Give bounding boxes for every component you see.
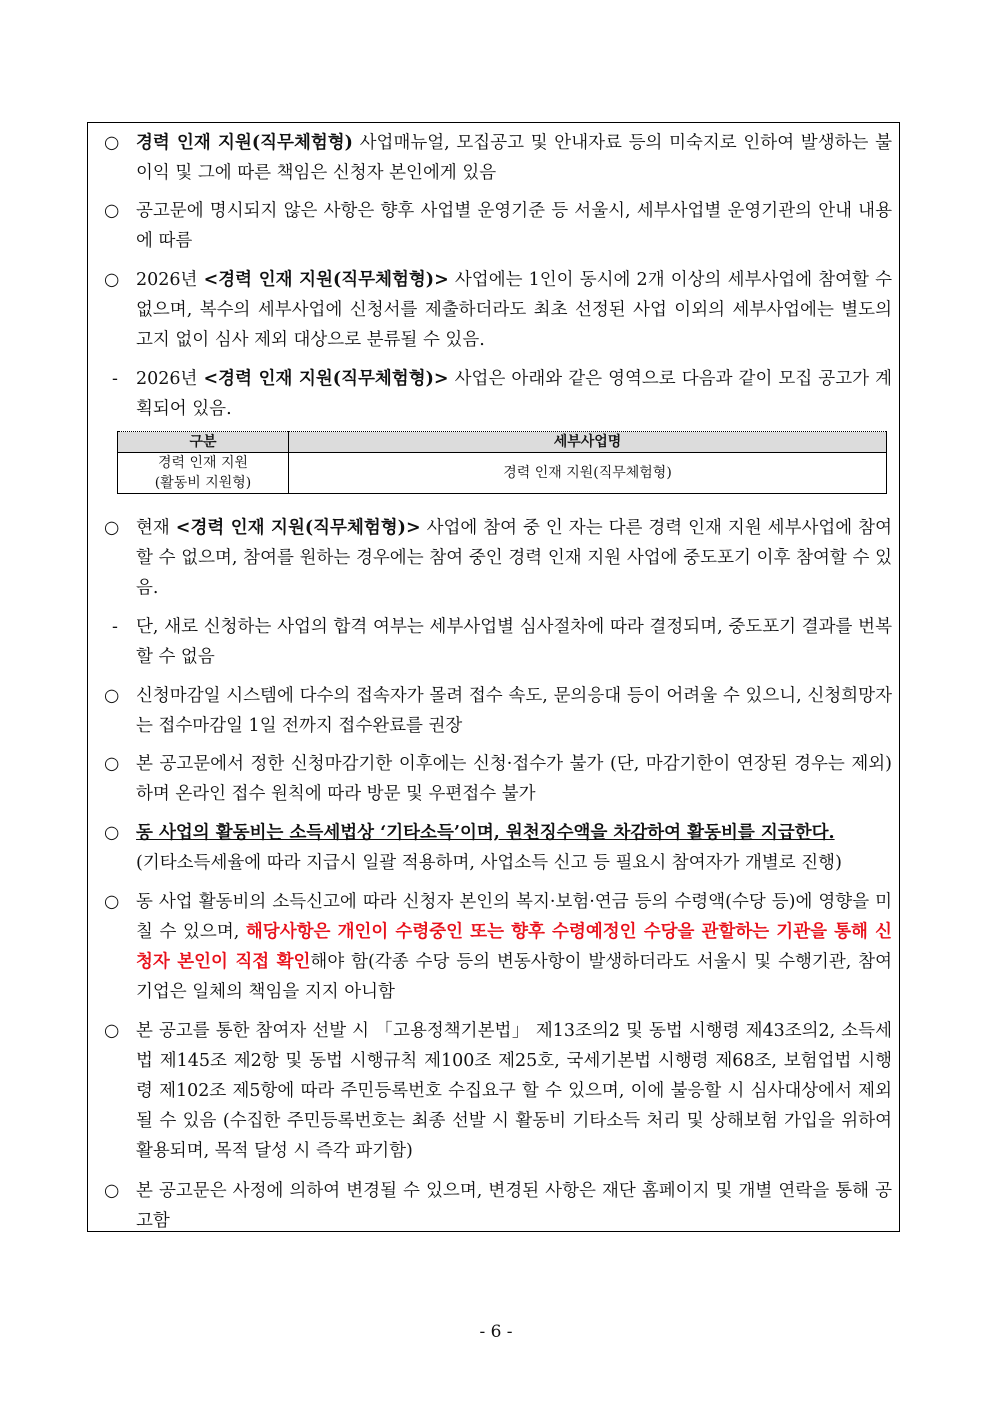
program-table bbox=[117, 431, 887, 494]
notice-item-resident-number bbox=[104, 1016, 892, 1166]
item-text: 단, 새로 신청하는 사업의 합격 여부는 세부사업별 심사절차에 따라 결정되며, 중도포기 결과를 번복할 수 없음 bbox=[136, 617, 892, 667]
dash-marker: - bbox=[112, 617, 118, 637]
item-text: 본 공고를 통한 참여자 선발 시 「고용정책기본법」 제13조의2 및 동법 시행령 제43조의2, 소득세법 제145조 제2항 및 동법 시행규칙 제100조 제25호, 국세기본법 시행령 제68조, 보험업법 시행령 제102조 제5항에 따라 주민등록번호 수집요구 할 수 있으며, 이에 불응할 시 심사대상에서 제외될 수 있음 (수집한 주민등록번호는 최종 선발 시 활동비 기타소득 처리 및 상해보험 가입을 위하여 활용되며, 목적 달성 시 즉각 파기함) bbox=[136, 1021, 892, 1161]
notice-subitem-result-irreversible bbox=[112, 612, 892, 672]
notice-item-income-report bbox=[104, 887, 892, 1007]
program-name: <경력 인재 지원(직무체험형)> bbox=[203, 369, 449, 389]
item-text: 사업매뉴얼, 모집공고 및 안내자료 등의 미숙지로 인하여 발생하는 불이익 및 그에 따른 책임은 신청자 본인에게 있음 bbox=[136, 133, 893, 183]
dash-marker: - bbox=[112, 369, 118, 389]
table-cell-program: 경력 인재 지원(직무체험형) bbox=[289, 453, 887, 494]
category-line: (활동비 지원형) bbox=[154, 475, 252, 491]
bullet-circle-icon: ○ bbox=[104, 270, 120, 290]
item-text-pre: 2026년 bbox=[136, 369, 204, 389]
item-text: 본 공고문에서 정한 신청마감기한 이후에는 신청·접수가 불가 (단, 마감기한이 연장된 경우는 제외)하며 온라인 접수 원칙에 따라 방문 및 우편접수 불가 bbox=[136, 754, 892, 804]
category-line: 경력 인재 지원 bbox=[157, 455, 249, 471]
item-text-pre: 동 사업 활동비의 소득신고에 따라 신청자 본인의 복지·보험·연금 등의 수령액(수당 등)에 영향을 미칠 수 있으며, bbox=[136, 892, 892, 942]
table-header-category: 구분 bbox=[118, 432, 289, 453]
notice-item-late-application bbox=[104, 749, 892, 809]
bullet-circle-icon: ○ bbox=[104, 823, 120, 843]
notice-item-duplicate-application bbox=[104, 265, 892, 355]
item-text: 본 공고문은 사정에 의하여 변경될 수 있으며, 변경된 사항은 재단 홈페이지 및 개별 연락을 통해 공고함 bbox=[136, 1181, 892, 1231]
table-cell-category bbox=[118, 453, 289, 494]
notice-item-current-participant bbox=[104, 513, 892, 603]
item-text: 사업은 아래와 같은 영역으로 다음과 같이 모집 공고가 계획되어 있음. bbox=[136, 369, 892, 419]
bullet-circle-icon: ○ bbox=[104, 133, 120, 153]
bullet-circle-icon: ○ bbox=[104, 1021, 120, 1041]
notice-item-activity-fee-tax bbox=[104, 818, 892, 878]
item-text-highlight: 해당사항은 개인이 수령중인 또는 향후 수령예정인 수당을 관할하는 기관을 통해 신청자 본인이 직접 확인 bbox=[136, 922, 892, 972]
bullet-circle-icon: ○ bbox=[104, 892, 120, 912]
item-text: 신청마감일 시스템에 다수의 접속자가 몰려 접수 속도, 문의응대 등이 어려울 수 있으니, 신청희망자는 접수마감일 1일 전까지 접수완료를 권장 bbox=[136, 686, 892, 736]
item-text: 공고문에 명시되지 않은 사항은 향후 사업별 운영기준 등 서울시, 세부사업별 운영기관의 안내 내용에 따름 bbox=[136, 201, 892, 251]
program-name: 경력 인재 지원(직무체험형) bbox=[136, 133, 353, 153]
bullet-circle-icon: ○ bbox=[104, 1181, 120, 1201]
notice-item-deadline-congestion bbox=[104, 681, 892, 741]
bullet-circle-icon: ○ bbox=[104, 754, 120, 774]
notice-item-change-notice bbox=[104, 1176, 892, 1236]
table-row bbox=[118, 453, 887, 494]
bullet-circle-icon: ○ bbox=[104, 686, 120, 706]
item-text: 사업에는 1인이 동시에 2개 이상의 세부사업에 참여할 수 없으며, 복수의 세부사업에 신청서를 제출하더라도 최초 선정된 사업 이외의 세부사업에는 별도의 고지 없이 심사 제외 대상으로 분류될 수 있음. bbox=[136, 270, 892, 350]
program-name: <경력 인재 지원(직무체험형)> bbox=[175, 518, 421, 538]
table-header-program: 세부사업명 bbox=[289, 432, 887, 453]
bullet-circle-icon: ○ bbox=[104, 201, 120, 221]
page-number: - 6 - bbox=[479, 1322, 513, 1342]
notice-item-unspecified-matters bbox=[104, 196, 892, 256]
item-text: 해야 함(각종 수당 등의 변동사항이 발생하더라도 서울시 및 수행기관, 참여기업은 일체의 책임을 지지 아니함 bbox=[136, 952, 892, 1002]
item-text-pre: 2026년 bbox=[136, 270, 204, 290]
bullet-circle-icon: ○ bbox=[104, 518, 120, 538]
notice-subitem-recruitment-plan bbox=[112, 364, 892, 424]
notice-item-manual-responsibility bbox=[104, 128, 892, 188]
item-text-pre: 현재 bbox=[136, 518, 176, 538]
item-text: 사업에 참여 중 인 자는 다른 경력 인재 지원 세부사업에 참여할 수 없으며, 참여를 원하는 경우에는 참여 중인 경력 인재 지원 사업에 중도포기 이후 참여할 수 있음. bbox=[136, 518, 892, 598]
item-text-underlined: 동 사업의 활동비는 소득세법상 ‘기타소득’이며, 원천징수액을 차감하여 활동비를 지급한다. bbox=[136, 823, 835, 843]
program-name: <경력 인재 지원(직무체험형)> bbox=[203, 270, 449, 290]
item-note: (기타소득세율에 따라 지급시 일괄 적용하며, 사업소득 신고 등 필요시 참여자가 개별로 진행) bbox=[136, 853, 842, 873]
table-header-row bbox=[118, 432, 887, 453]
